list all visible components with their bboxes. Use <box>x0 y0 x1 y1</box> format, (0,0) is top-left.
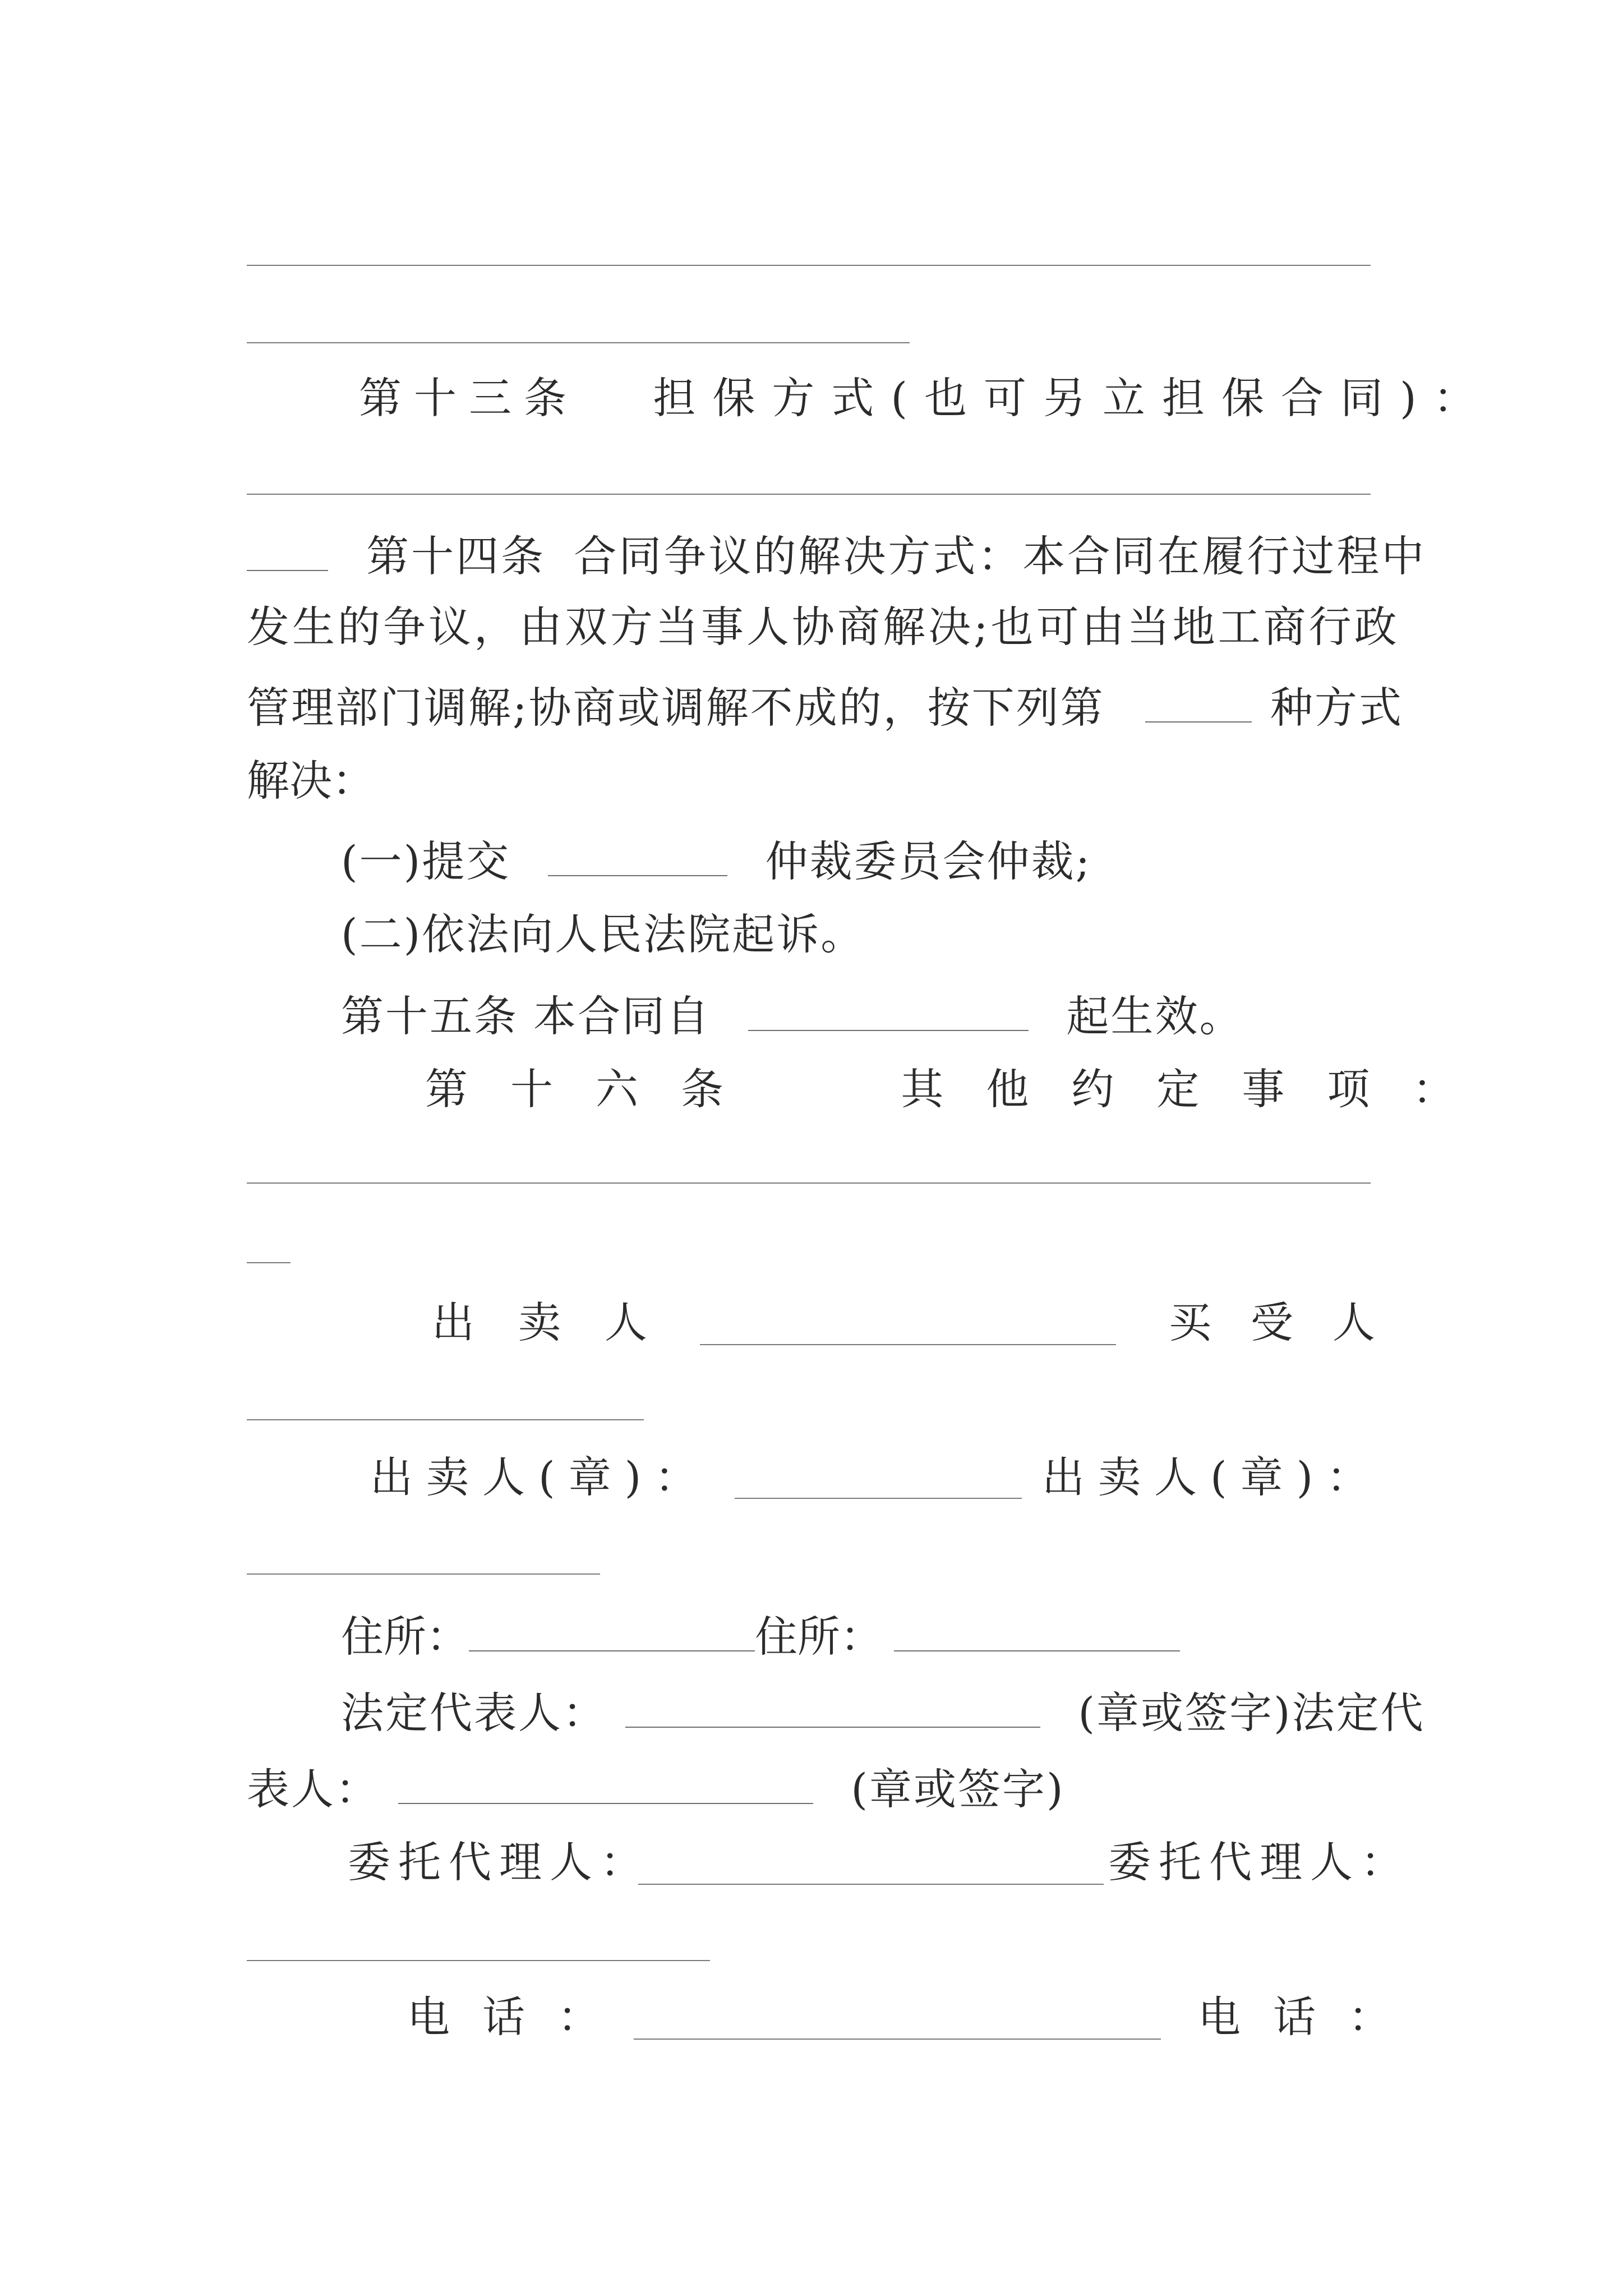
article-label: 第十三条 <box>359 373 579 423</box>
blank-line <box>247 1182 1371 1184</box>
seller-seal-1: 出卖人(章)： <box>370 1452 711 1502</box>
article-text: 担保方式(也可另立担保合同)： <box>653 373 1493 423</box>
address-blank <box>894 1611 1180 1651</box>
address-blank <box>469 1611 755 1651</box>
agent-2: 委托代理人： <box>1108 1837 1411 1887</box>
blank-line <box>247 1262 291 1263</box>
article-text: 合同争议的解决方式：本合同在履行过程中 <box>574 531 1427 581</box>
legal-rep-blank <box>398 1764 813 1804</box>
agent-1-blank <box>638 1884 1104 1885</box>
paragraph-text: 解决： <box>247 756 375 806</box>
seller-seal-2: 出卖人(章)： <box>1042 1452 1383 1502</box>
address-label: 住所： <box>341 1612 469 1662</box>
seller-seal-2-blank <box>247 1573 600 1575</box>
address-label: 住所： <box>755 1612 883 1662</box>
legal-rep-label: (章或签字)法定代 <box>1078 1688 1425 1738</box>
blank-field <box>1145 682 1252 723</box>
article16-heading <box>425 1064 1498 1114</box>
article14-line3 <box>247 682 1403 733</box>
paragraph-text: 发生的争议，由双方当事人协商解决;也可由当地工商行政 <box>247 602 1400 652</box>
article14-line2 <box>247 602 1400 652</box>
seller-seal-1-blank <box>735 1498 1022 1499</box>
buyer-blank <box>247 1419 644 1420</box>
paragraph-text: 种方式 <box>1270 683 1403 733</box>
article-text: 其他约定事项： <box>901 1064 1498 1114</box>
article14-line1 <box>247 531 1427 581</box>
buyer-label: 买受人 <box>1169 1297 1414 1347</box>
legal-rep-line1 <box>341 1687 1425 1738</box>
blank-line <box>247 265 1371 266</box>
blank-line <box>247 342 910 343</box>
option-text: 仲裁委员会仲裁; <box>765 836 1092 886</box>
legal-rep-label: 法定代表人： <box>341 1688 607 1738</box>
phone-1: 电话： <box>407 1992 633 2042</box>
paragraph-text: 第十五条 本合同自 <box>341 991 711 1041</box>
option-text: (二)依法向人民法院起诉。 <box>341 909 865 959</box>
phone-2: 电话： <box>1198 1992 1423 2042</box>
article14-option2 <box>341 909 865 959</box>
blank-field <box>247 531 328 571</box>
article13-heading <box>359 373 1493 423</box>
article15 <box>341 991 1244 1041</box>
option-text: (一)提交 <box>341 836 511 886</box>
legal-rep-label: (章或签字) <box>851 1764 1065 1814</box>
phone-1-blank <box>634 2039 1161 2040</box>
article14-line4 <box>247 756 375 806</box>
paragraph-text: 起生效。 <box>1066 991 1244 1041</box>
legal-rep-label: 表人： <box>247 1764 380 1814</box>
article-label: 第十四条 <box>366 531 546 581</box>
article14-option1 <box>341 836 1092 886</box>
paragraph-text: 管理部门调解;协商或调解不成的，按下列第 <box>247 683 1105 733</box>
article-label: 第十六条 <box>425 1064 766 1114</box>
address-line <box>341 1611 1183 1662</box>
seller-label: 出卖人 <box>432 1297 691 1347</box>
seller-blank <box>700 1344 1116 1345</box>
agent-1: 委托代理人： <box>348 1837 651 1887</box>
legal-rep-line2 <box>247 1764 1065 1814</box>
blank-line <box>247 494 1371 495</box>
agent-2-blank <box>247 1960 710 1961</box>
blank-field <box>748 991 1029 1031</box>
legal-rep-blank <box>625 1687 1040 1728</box>
blank-field <box>548 836 727 876</box>
